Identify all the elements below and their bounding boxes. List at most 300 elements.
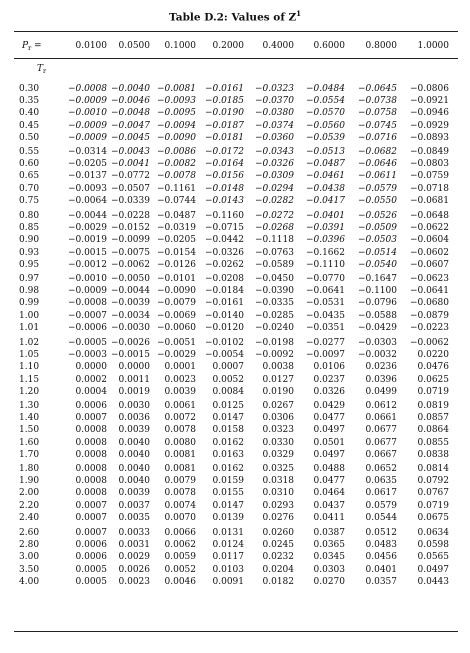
table-cell: −0.0484 — [305, 84, 345, 94]
table-cell: 0.0204 — [262, 564, 294, 575]
table-cell: 0.0293 — [262, 500, 294, 511]
table-cell: −0.0282 — [254, 195, 294, 206]
table-cell: −0.0294 — [254, 183, 294, 194]
table-cell: 0.0008 — [75, 449, 107, 460]
row-tr-value: 1.02 — [19, 338, 40, 348]
table-cell: −0.0015 — [110, 350, 150, 361]
table-cell: 0.0103 — [212, 564, 244, 575]
row-tr-value: 1.15 — [19, 374, 40, 385]
table-cell: −0.0806 — [409, 84, 449, 94]
table-cell: −0.0435 — [305, 310, 345, 321]
table-cell: 0.0326 — [313, 386, 345, 397]
table-cell: −0.0094 — [156, 120, 196, 131]
header-rule — [14, 58, 458, 59]
row-tr-value: 1.40 — [19, 413, 40, 424]
table-cell: −0.0589 — [254, 259, 294, 270]
table-cell: 0.0396 — [365, 374, 397, 385]
table-cell: −0.0090 — [156, 286, 196, 297]
table-cell: −0.0187 — [204, 120, 244, 131]
table-cell: −0.0019 — [67, 235, 107, 246]
row-tr-value: 1.70 — [19, 449, 40, 460]
table-cell: −0.0339 — [110, 195, 150, 206]
table-cell: −0.0079 — [156, 298, 196, 309]
table-cell: −0.0082 — [156, 159, 196, 170]
row-tr-value: 0.99 — [19, 298, 40, 309]
table-cell: −0.0604 — [409, 235, 449, 246]
row-tr-value: 1.80 — [19, 464, 40, 474]
table-cell: −0.0048 — [110, 108, 150, 119]
table-cell: 0.0864 — [417, 425, 449, 436]
table-cell: 0.0091 — [212, 576, 244, 587]
table-cell: 0.0040 — [118, 476, 150, 487]
table-cell: −0.0078 — [156, 171, 196, 182]
table-cell: 0.0260 — [262, 528, 294, 538]
header-col-6: 0.6000 — [313, 41, 345, 51]
table-cell: −0.0929 — [409, 120, 449, 131]
row-tr-value: 0.75 — [19, 195, 40, 206]
table-cell: 0.0061 — [164, 401, 196, 411]
table-cell: 0.0162 — [212, 464, 244, 474]
table-cell: −0.1118 — [254, 235, 294, 246]
title-superscript: 1 — [296, 9, 302, 18]
row-tr-value: 0.55 — [19, 147, 40, 157]
table-cell: −0.0006 — [67, 322, 107, 333]
table-cell: 0.0357 — [365, 576, 397, 587]
table-cell: −0.0010 — [67, 108, 107, 119]
table-cell: 0.0033 — [118, 528, 150, 538]
table-cell: −0.0351 — [305, 322, 345, 333]
table-cell: 0.0019 — [118, 386, 150, 397]
table-cell: 0.0429 — [313, 401, 345, 411]
table-cell: −0.0946 — [409, 108, 449, 119]
table-cell: 0.0792 — [417, 476, 449, 487]
table-cell: 0.0005 — [75, 576, 107, 587]
table-cell: 0.0652 — [365, 464, 397, 474]
table-cell: −0.0645 — [357, 84, 397, 94]
bottom-rule — [14, 631, 458, 632]
table-cell: −0.0154 — [156, 247, 196, 258]
table-cell: −0.0380 — [254, 108, 294, 119]
table-cell: 0.0040 — [118, 437, 150, 448]
table-cell: 0.0079 — [164, 476, 196, 487]
row-tr-value: 0.45 — [19, 120, 40, 131]
table-cell: −0.0051 — [156, 338, 196, 348]
table-cell: −0.0622 — [409, 223, 449, 234]
table-cell: 0.0008 — [75, 464, 107, 474]
table-cell: −0.0682 — [357, 147, 397, 157]
row-tr-value: 0.60 — [19, 159, 40, 170]
row-tr-value: 1.10 — [19, 362, 40, 373]
table-cell: 0.0039 — [118, 488, 150, 499]
table-cell: 0.0005 — [75, 564, 107, 575]
row-tr-value: 0.80 — [19, 211, 40, 221]
table-cell: −0.0152 — [110, 223, 150, 234]
table-cell: −0.0208 — [204, 274, 244, 284]
table-cell: 0.0006 — [75, 540, 107, 551]
table-cell: −0.0745 — [357, 120, 397, 131]
table-cell: −0.0010 — [67, 274, 107, 284]
table-cell: −0.0763 — [254, 247, 294, 258]
table-cell: 0.0437 — [313, 500, 345, 511]
table-cell: −0.0026 — [110, 338, 150, 348]
table-cell: −0.0047 — [110, 120, 150, 131]
table-cell: 0.0237 — [313, 374, 345, 385]
table-cell: −0.0007 — [67, 310, 107, 321]
table-cell: −0.0015 — [67, 247, 107, 258]
table-cell: −0.0228 — [110, 211, 150, 221]
table-cell: 0.0767 — [417, 488, 449, 499]
table-cell: −0.0045 — [110, 132, 150, 143]
table-cell: 0.0488 — [313, 464, 345, 474]
table-cell: 0.0303 — [313, 564, 345, 575]
table-cell: 0.0512 — [365, 528, 397, 538]
table-cell: 0.0066 — [164, 528, 196, 538]
header-col-7: 0.8000 — [365, 41, 397, 51]
table-cell: −0.0641 — [409, 286, 449, 297]
table-cell: 0.0000 — [75, 362, 107, 373]
table-cell: −0.0461 — [305, 171, 345, 182]
table-cell: −0.0648 — [409, 211, 449, 221]
table-cell: −0.0205 — [67, 159, 107, 170]
table-cell: −0.0803 — [409, 159, 449, 170]
table-cell: 0.0131 — [212, 528, 244, 538]
table-cell: 0.0365 — [313, 540, 345, 551]
table-cell: 0.0477 — [313, 476, 345, 487]
table-cell: 0.0855 — [417, 437, 449, 448]
row-tr-value: 3.50 — [19, 564, 40, 575]
table-cell: 0.0081 — [164, 464, 196, 474]
table-cell: 0.0106 — [313, 362, 345, 373]
table-cell: 0.0162 — [212, 437, 244, 448]
table-cell: 0.0677 — [365, 437, 397, 448]
table-cell: 0.0036 — [118, 413, 150, 424]
table-cell: −0.0054 — [204, 350, 244, 361]
table-cell: 0.0245 — [262, 540, 294, 551]
table-cell: −0.0531 — [305, 298, 345, 309]
table-cell: −0.0744 — [156, 195, 196, 206]
table-cell: 0.0838 — [417, 449, 449, 460]
table-cell: 0.0387 — [313, 528, 345, 538]
table-cell: −0.0514 — [357, 247, 397, 258]
table-cell: 0.0039 — [164, 386, 196, 397]
table-cell: 0.0040 — [118, 464, 150, 474]
table-cell: −0.1160 — [204, 211, 244, 221]
table-cell: 0.0325 — [262, 464, 294, 474]
table-cell: 0.0330 — [262, 437, 294, 448]
table-cell: 0.0080 — [164, 437, 196, 448]
table-title — [0, 9, 470, 24]
table-cell: −0.0417 — [305, 195, 345, 206]
table-cell: 0.0544 — [365, 512, 397, 523]
table-cell: −0.0012 — [67, 259, 107, 270]
table-cell: −0.0184 — [204, 286, 244, 297]
table-cell: 0.0497 — [417, 564, 449, 575]
table-cell: −0.0062 — [409, 338, 449, 348]
table-cell: −0.0759 — [409, 171, 449, 182]
table-cell: 0.0147 — [212, 413, 244, 424]
table-cell: 0.0046 — [164, 576, 196, 587]
table-cell: 0.0084 — [212, 386, 244, 397]
table-cell: 0.0011 — [118, 374, 150, 385]
table-cell: 0.0598 — [417, 540, 449, 551]
table-cell: −0.0326 — [204, 247, 244, 258]
table-cell: −0.0550 — [357, 195, 397, 206]
table-cell: −0.0319 — [156, 223, 196, 234]
table-cell: 0.0456 — [365, 552, 397, 563]
table-cell: −0.0030 — [110, 322, 150, 333]
table-cell: 0.0163 — [212, 449, 244, 460]
table-cell: −0.0507 — [110, 183, 150, 194]
table-cell: −0.0579 — [357, 183, 397, 194]
table-cell: −0.0120 — [204, 322, 244, 333]
table-cell: 0.0006 — [75, 401, 107, 411]
table-cell: 0.0323 — [262, 425, 294, 436]
row-tr-value: 1.20 — [19, 386, 40, 397]
table-cell: −0.1647 — [357, 274, 397, 284]
table-cell: 0.0675 — [417, 512, 449, 523]
table-cell: 0.0464 — [313, 488, 345, 499]
table-cell: 0.0001 — [164, 362, 196, 373]
table-cell: −0.0190 — [204, 108, 244, 119]
table-cell: −0.0003 — [67, 350, 107, 361]
table-cell: −0.0034 — [110, 310, 150, 321]
table-cell: 0.0007 — [75, 528, 107, 538]
table-cell: −0.0040 — [110, 84, 150, 94]
table-cell: 0.0667 — [365, 449, 397, 460]
table-cell: 0.0819 — [417, 401, 449, 411]
row-tr-value: 0.40 — [19, 108, 40, 119]
table-cell: −0.0716 — [357, 132, 397, 143]
table-cell: 0.0124 — [212, 540, 244, 551]
row-tr-value: 2.80 — [19, 540, 40, 551]
table-cell: 0.0026 — [118, 564, 150, 575]
table-cell: −0.0391 — [305, 223, 345, 234]
table-cell: −0.0303 — [357, 338, 397, 348]
table-cell: 0.0000 — [118, 362, 150, 373]
table-cell: −0.0539 — [305, 132, 345, 143]
table-cell: −0.0050 — [110, 274, 150, 284]
table-cell: 0.0499 — [365, 386, 397, 397]
table-cell: −0.0143 — [204, 195, 244, 206]
table-cell: −0.0009 — [67, 286, 107, 297]
table-cell: 0.0306 — [262, 413, 294, 424]
header-col-4: 0.2000 — [212, 41, 244, 51]
table-cell: −0.0046 — [110, 96, 150, 107]
table-cell: 0.0857 — [417, 413, 449, 424]
table-cell: −0.0102 — [204, 338, 244, 348]
table-cell: −0.0005 — [67, 338, 107, 348]
table-cell: −0.1662 — [305, 247, 345, 258]
table-cell: 0.0052 — [164, 564, 196, 575]
table-cell: −0.0008 — [67, 84, 107, 94]
row-tr-value: 1.00 — [19, 310, 40, 321]
table-cell: −0.0041 — [110, 159, 150, 170]
table-cell: 0.0139 — [212, 512, 244, 523]
table-cell: 0.0158 — [212, 425, 244, 436]
table-cell: −0.0487 — [156, 211, 196, 221]
table-cell: −0.0148 — [204, 183, 244, 194]
table-cell: 0.0037 — [118, 500, 150, 511]
table-cell: 0.0677 — [365, 425, 397, 436]
table-cell: −0.0438 — [305, 183, 345, 194]
table-cell: −0.0893 — [409, 132, 449, 143]
table-cell: −0.0009 — [67, 120, 107, 131]
table-cell: −0.0401 — [305, 211, 345, 221]
table-cell: 0.0276 — [262, 512, 294, 523]
table-cell: 0.0236 — [365, 362, 397, 373]
row-tr-value: 2.40 — [19, 512, 40, 523]
table-cell: −0.0086 — [156, 147, 196, 157]
table-cell: −0.0285 — [254, 310, 294, 321]
row-tr-value: 3.00 — [19, 552, 40, 563]
table-cell: 0.0401 — [365, 564, 397, 575]
table-cell: −0.0641 — [305, 286, 345, 297]
row-tr-value: 0.70 — [19, 183, 40, 194]
row-tr-value: 0.65 — [19, 171, 40, 182]
table-cell: 0.0038 — [262, 362, 294, 373]
header-row — [0, 40, 470, 54]
row-tr-value: 1.05 — [19, 350, 40, 361]
table-cell: −0.1100 — [357, 286, 397, 297]
table-cell: 0.0220 — [417, 350, 449, 361]
table-cell: 0.0232 — [262, 552, 294, 563]
table-cell: 0.0052 — [212, 374, 244, 385]
row-tr-value: 0.93 — [19, 247, 40, 258]
table-cell: −0.0223 — [409, 322, 449, 333]
table-cell: 0.0411 — [313, 512, 345, 523]
table-cell: −0.0185 — [204, 96, 244, 107]
table-cell: 0.0007 — [75, 500, 107, 511]
table-cell: −0.0390 — [254, 286, 294, 297]
table-cell: −0.0849 — [409, 147, 449, 157]
table-cell: −0.0758 — [357, 108, 397, 119]
table-cell: 0.0329 — [262, 449, 294, 460]
table-cell: −0.0646 — [357, 159, 397, 170]
table-cell: 0.0182 — [262, 576, 294, 587]
table-cell: −0.0602 — [409, 247, 449, 258]
table-cell: −0.0879 — [409, 310, 449, 321]
table-cell: 0.0477 — [313, 413, 345, 424]
table-cell: 0.0190 — [262, 386, 294, 397]
table-cell: −0.0009 — [67, 96, 107, 107]
table-cell: 0.0035 — [118, 512, 150, 523]
table-cell: −0.0772 — [110, 171, 150, 182]
table-cell: 0.0007 — [212, 362, 244, 373]
table-cell: −0.0044 — [67, 211, 107, 221]
table-cell: 0.0476 — [417, 362, 449, 373]
table-cell: 0.0318 — [262, 476, 294, 487]
table-cell: 0.0074 — [164, 500, 196, 511]
table-cell: −0.0060 — [156, 322, 196, 333]
table-cell: −0.0268 — [254, 223, 294, 234]
table-cell: −0.0309 — [254, 171, 294, 182]
table-cell: 0.0155 — [212, 488, 244, 499]
table-cell: 0.0006 — [75, 552, 107, 563]
table-cell: −0.0093 — [67, 183, 107, 194]
row-tr-value: 1.60 — [19, 437, 40, 448]
table-cell: −0.0509 — [357, 223, 397, 234]
table-cell: 0.0031 — [118, 540, 150, 551]
table-cell: −0.0715 — [204, 223, 244, 234]
table-cell: −0.0396 — [305, 235, 345, 246]
table-cell: 0.0039 — [118, 425, 150, 436]
row-tr-value: 0.35 — [19, 96, 40, 107]
table-cell: 0.0127 — [262, 374, 294, 385]
table-cell: −0.0560 — [305, 120, 345, 131]
table-cell: −0.0770 — [305, 274, 345, 284]
table-cell: 0.0443 — [417, 576, 449, 587]
table-cell: −0.0126 — [156, 259, 196, 270]
header-col-3: 0.1000 — [164, 41, 196, 51]
table-cell: 0.0501 — [313, 437, 345, 448]
table-cell: 0.0008 — [75, 437, 107, 448]
table-cell: −0.0570 — [305, 108, 345, 119]
row-tr-value: 1.01 — [19, 322, 40, 333]
table-cell: 0.0661 — [365, 413, 397, 424]
table-cell: −0.0681 — [409, 195, 449, 206]
row-tr-value: 4.00 — [19, 576, 40, 587]
top-rule — [14, 31, 458, 32]
table-cell: −0.0314 — [67, 147, 107, 157]
table-cell: −0.0032 — [357, 350, 397, 361]
table-cell: −0.0487 — [305, 159, 345, 170]
table-cell: 0.0030 — [118, 401, 150, 411]
table-cell: −0.0718 — [409, 183, 449, 194]
table-cell: −0.0588 — [357, 310, 397, 321]
table-cell: −0.0009 — [67, 132, 107, 143]
table-cell: −0.1110 — [305, 259, 345, 270]
table-cell: 0.0267 — [262, 401, 294, 411]
table-cell: −0.0081 — [156, 84, 196, 94]
table-cell: 0.0081 — [164, 449, 196, 460]
table-cell: −0.0029 — [67, 223, 107, 234]
table-cell: −0.0198 — [254, 338, 294, 348]
pressure-label: $P_r$ = — [22, 41, 42, 52]
table-cell: −0.0062 — [110, 259, 150, 270]
table-cell: −0.0540 — [357, 259, 397, 270]
row-tr-value: 1.90 — [19, 476, 40, 487]
table-cell: −0.0343 — [254, 147, 294, 157]
table-cell: −0.0161 — [204, 298, 244, 309]
table-cell: 0.0004 — [75, 386, 107, 397]
table-cell: 0.0059 — [164, 552, 196, 563]
header-col-5: 0.4000 — [262, 41, 294, 51]
table-cell: −0.0172 — [204, 147, 244, 157]
table-cell: 0.0635 — [365, 476, 397, 487]
table-cell: 0.0565 — [417, 552, 449, 563]
header-col-8: 1.0000 — [417, 41, 449, 51]
table-cell: 0.0719 — [417, 386, 449, 397]
table-cell: −0.0181 — [204, 132, 244, 143]
table-cell: 0.0070 — [164, 512, 196, 523]
table-cell: 0.0147 — [212, 500, 244, 511]
table-cell: −0.0043 — [110, 147, 150, 157]
table-cell: 0.0008 — [75, 476, 107, 487]
table-cell: −0.0097 — [305, 350, 345, 361]
table-cell: 0.0007 — [75, 512, 107, 523]
table-cell: −0.0680 — [409, 298, 449, 309]
table-cell: −0.0156 — [204, 171, 244, 182]
row-tr-value: 0.50 — [19, 132, 40, 143]
table-cell: −0.0335 — [254, 298, 294, 309]
table-cell: −0.0323 — [254, 84, 294, 94]
table-cell: 0.0125 — [212, 401, 244, 411]
table-cell: 0.0270 — [313, 576, 345, 587]
table-cell: −0.0101 — [156, 274, 196, 284]
table-cell: −0.0095 — [156, 108, 196, 119]
table-cell: −0.1161 — [156, 183, 196, 194]
table-cell: 0.0002 — [75, 374, 107, 385]
